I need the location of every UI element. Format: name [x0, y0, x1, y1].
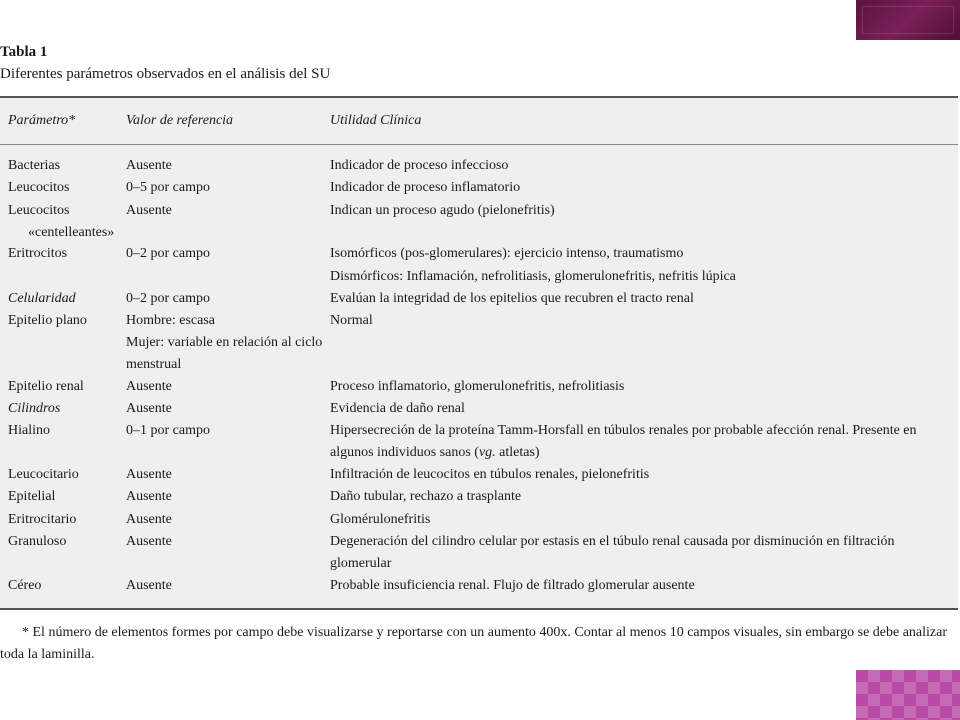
table-cell-param: Céreo: [8, 578, 42, 593]
table-cell-ref: Ausente: [126, 534, 172, 549]
table-cell-param: Bacterias: [8, 158, 61, 173]
table-cell-param: Eritrocitos: [8, 246, 68, 261]
table-cell-ref: Ausente: [126, 467, 172, 482]
table-cell-ref: Hombre: escasa: [126, 313, 216, 328]
table-cell-util: Degeneración del cilindro celular por estasis en el túbulo renal causada por disminución en filtración: [330, 534, 895, 549]
table-cell-util: Hipersecreción de la proteína Tamm-Horsfall en túbulos renales por probable afección renal. Presente en: [330, 423, 917, 438]
header-parametro: Parámetro*: [8, 113, 76, 128]
table-cell-ref-cont: Mujer: variable en relación al ciclo: [126, 335, 323, 350]
table-cell-param: Eritrocitario: [8, 512, 77, 527]
table-cell-param: Celularidad: [8, 291, 76, 306]
table-cell-ref-cont: menstrual: [126, 357, 182, 372]
table-cell-util: Indicador de proceso infeccioso: [330, 158, 509, 173]
data-table: [0, 96, 958, 610]
table-cell-param: Leucocitos: [8, 203, 70, 218]
table-cell-ref: Ausente: [126, 379, 172, 394]
table-cell-util-cont: glomerular: [330, 556, 392, 571]
table-footnote: [0, 622, 958, 666]
table-cell-util-cont: Dismórficos: Inflamación, nefrolitiasis, glomerulonefritis, nefritis lúpica: [330, 269, 736, 284]
table-cell-util: Glomérulonefritis: [330, 512, 431, 527]
table-cell-ref: 0–5 por campo: [126, 180, 210, 195]
table-cell-ref: Ausente: [126, 401, 172, 416]
decorative-corner-top: [856, 0, 960, 40]
table-cell-param: Leucocitos: [8, 180, 70, 195]
table-cell-ref: 0–1 por campo: [126, 423, 210, 438]
table-cell-util: Isomórficos (pos-glomerulares): ejercicio intenso, traumatismo: [330, 246, 684, 261]
footnote-line: toda la laminilla.: [0, 647, 95, 662]
table-cell-param: Epitelio plano: [8, 313, 87, 328]
table-cell-ref: Ausente: [126, 158, 172, 173]
table-cell-ref: 0–2 por campo: [126, 246, 210, 261]
table-cell-param: Leucocitario: [8, 467, 79, 482]
table-cell-param-cont: «centelleantes»: [28, 225, 115, 240]
table-cell-ref: Ausente: [126, 489, 172, 504]
table-cell-param: Cilindros: [8, 401, 61, 416]
table-cell-util: Evidencia de daño renal: [330, 401, 465, 416]
table-header: [0, 98, 958, 145]
table-cell-util: Probable insuficiencia renal. Flujo de filtrado glomerular ausente: [330, 578, 695, 593]
table-cell-param: Epitelial: [8, 489, 56, 504]
decorative-corner-bottom: [856, 670, 960, 720]
table-cell-ref: Ausente: [126, 203, 172, 218]
table-cell-util-cont: algunos individuos sanos (vg. atletas): [330, 445, 540, 460]
table-title: Tabla 1: [0, 44, 48, 60]
header-valor-referencia: Valor de referencia: [126, 113, 234, 128]
table-cell-util: Indicador de proceso inflamatorio: [330, 180, 521, 195]
table-cell-ref: Ausente: [126, 512, 172, 527]
table-subtitle: Diferentes parámetros observados en el análisis del SU: [0, 66, 331, 82]
table-cell-util: Evalúan la integridad de los epitelios que recubren el tracto renal: [330, 291, 694, 306]
table-cell-util: Indican un proceso agudo (pielonefritis): [330, 203, 555, 218]
table-cell-ref: Ausente: [126, 578, 172, 593]
table-cell-util: Proceso inflamatorio, glomerulonefritis, nefrolitiasis: [330, 379, 625, 394]
table-cell-util: Normal: [330, 313, 373, 328]
table-cell-param: Epitelio renal: [8, 379, 84, 394]
table-cell-util: Daño tubular, rechazo a trasplante: [330, 489, 522, 504]
table-cell-util: Infiltración de leucocitos en túbulos renales, pielonefritis: [330, 467, 650, 482]
table-cell-param: Granuloso: [8, 534, 67, 549]
table-cell-param: Hialino: [8, 423, 50, 438]
footnote-line: * El número de elementos formes por campo debe visualizarse y reportarse con un aumento 400x. Contar al menos 10 campos visuales, sin embargo se debe analizar: [22, 625, 948, 640]
table-cell-ref: 0–2 por campo: [126, 291, 210, 306]
header-utilidad-clinica: Utilidad Clínica: [330, 113, 422, 128]
